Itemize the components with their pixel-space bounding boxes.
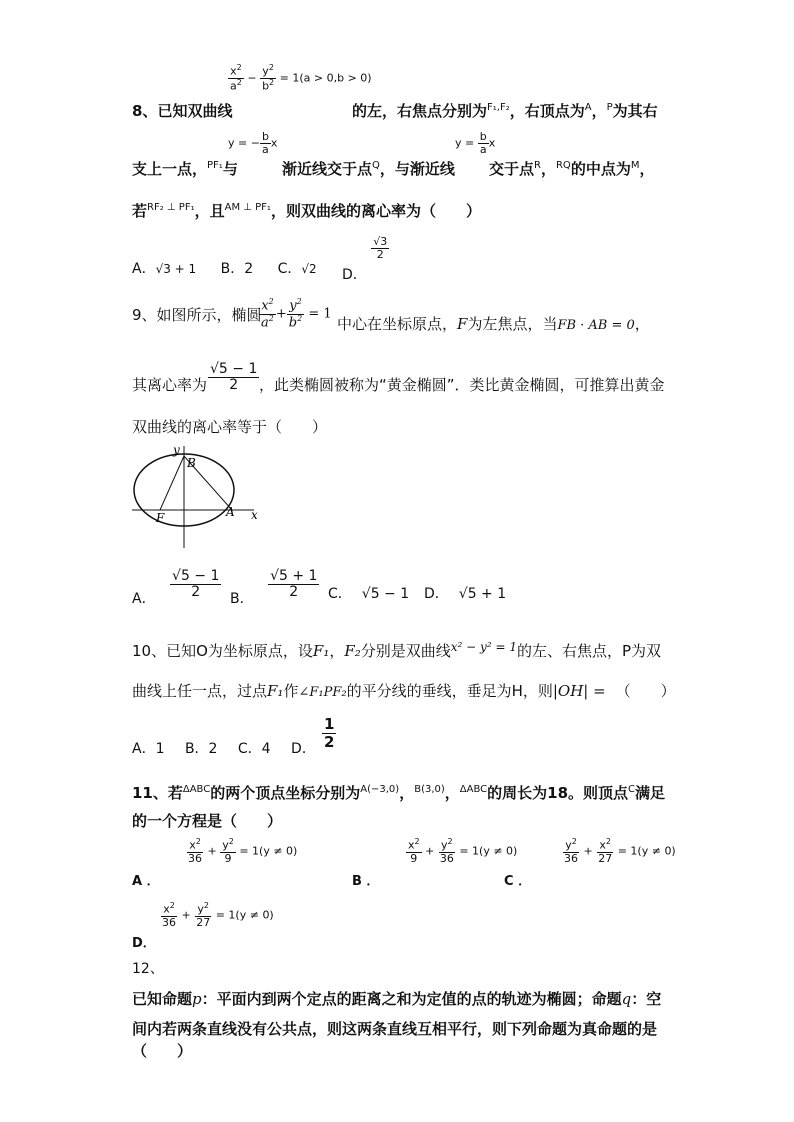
q9-option-b: B． $\frac{√5 + 1}{2}$ (230, 568, 318, 607)
q8-line1: 8、已知双曲线 (132, 102, 233, 120)
figure-label-f: F (156, 511, 165, 525)
q11-option-d-eq: $\frac{x^2}{36}$ + $\frac{y^2}{27}$ = 1(y ≠ 0) (162, 901, 274, 929)
q11-option-a-eq: $\frac{x^2}{36}$ + $\frac{y^2}{9}$ = 1(y ≠ 0) (188, 837, 298, 865)
q8-line2c: 交于点$^R$，$^{RQ}$的中点为$^M$， (489, 160, 655, 178)
q8-option-a: A．√3 + 1 (132, 261, 197, 277)
q11-option-a-label: A ． (132, 874, 160, 889)
q8-equation: $\frac{x^2}{a^2}$ − $\frac{y^2}{b^2}$ = 1(a > 0,b > 0) (230, 63, 372, 93)
q9-option-d: D． √5 + 1 (424, 586, 507, 602)
q11-option-d-label: D． (132, 936, 156, 951)
q9-ratio: $\frac{√5 - 1}{2}$ (210, 361, 258, 394)
q8-options (132, 258, 317, 278)
q11-option-c-eq: $\frac{y^2}{36}$ + $\frac{x^2}{27}$ = 1(y ≠ 0) (564, 837, 676, 865)
q12-line2: 间内若两条直线没有公共点，则这两条直线互相平行，则下列命题为真命题的是 (132, 1020, 658, 1038)
figure-label-x: x (251, 508, 258, 522)
q9-line2b: ，此类椭圆被称为“黄金椭圆”．类比黄金椭圆，可推算出黄金 (259, 376, 665, 394)
figure-segment-fb (160, 456, 184, 510)
q10-option-b: B．2 (184, 741, 218, 757)
q9-line1: 9、如图所示，椭圆 (132, 306, 262, 324)
q12-line3: （ ） (132, 1042, 193, 1060)
q10-option-d: D． (291, 741, 316, 757)
q8-line1b: 的左，右焦点分别为$^{F_1,F_2}$，右顶点为$^A$，$^P$为其右 (352, 102, 658, 120)
q10-option-d-fraction: $\frac{1}{2}$ (324, 715, 335, 751)
q8-line2b: 渐近线交于点$^Q$，与渐近线 (282, 160, 455, 178)
q8-asym2: y = $\frac{b}{a}$ x (455, 130, 496, 157)
q8-asym1: y = − $\frac{b}{a}$ x (228, 130, 278, 157)
q9-equation: $\frac{x^2}{a^2}$ + $\frac{y^2}{b^2}$ = 1 (261, 297, 332, 330)
q11-option-b-label: B ． (352, 874, 380, 889)
q9-line2: 其离心率为 (132, 376, 208, 394)
figure-label-a: A (226, 505, 235, 519)
q8-line2: 支上一点，$^{PF_1}$与 (132, 160, 238, 178)
q8-option-b: B．2 (220, 261, 254, 277)
q8-option-d: D． $\frac{√3}{2}$ (342, 235, 388, 283)
q9-option-a: A． $\frac{√5 - 1}{2}$ (132, 568, 220, 607)
q11-option-b-eq: $\frac{x^2}{9}$ + $\frac{y^2}{36}$ = 1(y ≠ 0) (408, 837, 518, 865)
q9-line1b: 中心在坐标原点，F为左焦点，当FB · AB = 0， (337, 315, 650, 333)
q10-line1: 10、已知O为坐标原点，设F₁，F₂分别是双曲线$^{x^2 - y^2 = 1}$的左、右焦点，P为双 (132, 640, 661, 660)
q10-options (132, 738, 316, 758)
figure-label-y: y (173, 443, 180, 457)
q10-line2: 曲线上任一点，过点F₁作∠F₁PF₂的平分线的垂线，垂足为H，则|OH| = （ ） (132, 682, 676, 700)
q9-line3: 双曲线的离心率等于（ ） (132, 418, 328, 436)
q8-line3: 若$^{RF_2 \perp PF_1}$，且$^{AM \perp PF_1}$，则双曲线的离心率为（ ） (132, 202, 481, 220)
q10-option-a: A．1 (132, 741, 165, 757)
q10-option-c: C．4 (237, 741, 271, 757)
q12-line1: 已知命题p：平面内到两个定点的距离之和为定值的点的轨迹为椭圆；命题q：空 (132, 990, 662, 1008)
q12-label: 12、 (132, 961, 164, 977)
q11-line1: 11、若$^{\Delta ABC}$的两个顶点坐标分别为$^{A(-3,0)}$，$^{B(3,0)}$，$^{\Delta ABC}$的周长为18。则顶点$^C$满足 (132, 784, 666, 802)
q11-option-c-label: C ． (504, 874, 532, 889)
q9-option-c: C． √5 − 1 (328, 586, 410, 602)
figure-label-b: B (187, 456, 196, 470)
q8-eq-tail: = 1(a > 0,b > 0) (279, 71, 372, 85)
q9-ellipse-figure (132, 440, 262, 550)
q8-option-c: C．√2 (277, 261, 317, 277)
q11-line2: 的一个方程是（ ） (132, 812, 283, 830)
